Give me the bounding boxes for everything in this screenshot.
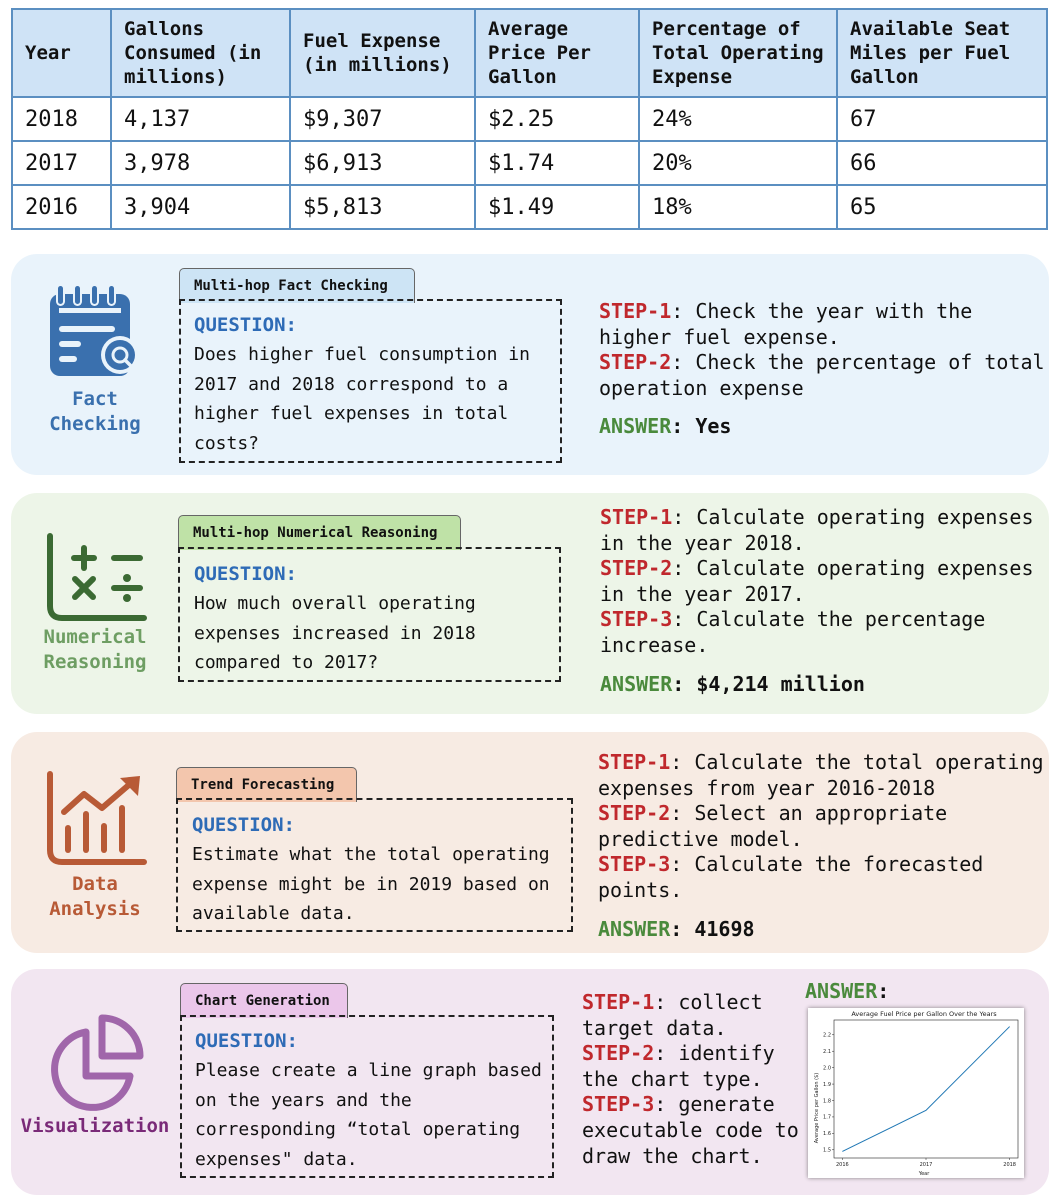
- question-box: [179, 299, 562, 463]
- step-text: : Calculate the forecasted: [670, 852, 984, 877]
- step-line: the chart type.: [582, 1066, 763, 1091]
- table-cell: 20%: [639, 141, 837, 185]
- question-line: compared to 2017?: [194, 652, 379, 673]
- step-line: in the year 2017.: [600, 581, 805, 606]
- step-label: STEP-2: [599, 350, 672, 375]
- answer-value: :: [877, 979, 890, 1003]
- step-label: STEP-3: [582, 1092, 655, 1117]
- table-cell: 2018: [12, 97, 111, 141]
- y-tick-label: 1.8: [823, 1098, 831, 1105]
- answer: [598, 917, 755, 941]
- y-tick-label: 2.0: [823, 1065, 831, 1072]
- label-line: Reasoning: [43, 651, 147, 673]
- chart-axes: [834, 1020, 1018, 1158]
- table-cell: 24%: [639, 97, 837, 141]
- question-line: available data.: [192, 903, 355, 924]
- y-tick-label: 2.2: [823, 1032, 831, 1039]
- table-cell: 18%: [639, 185, 837, 229]
- step-label: STEP-1: [599, 299, 672, 323]
- step-text: : Calculate operating expenses: [672, 556, 1034, 581]
- step-label: STEP-3: [598, 852, 671, 877]
- step-label: STEP-2: [600, 556, 673, 581]
- answer-value: : Yes: [671, 414, 732, 438]
- question-line: on the years and the: [195, 1089, 412, 1111]
- step-line: target data.: [582, 1015, 727, 1040]
- step-line: [600, 556, 1033, 582]
- numerical-reasoning-tag: Multi-hop Numerical Reasoning: [178, 515, 461, 550]
- answer-chart: [808, 1008, 1024, 1178]
- data-analysis-label: [20, 872, 170, 922]
- y-tick-label: 2.1: [823, 1049, 831, 1056]
- question-line: higher fuel expenses in total: [194, 403, 509, 424]
- reasoning-steps: [600, 505, 1033, 659]
- table-cell: $9,307: [290, 97, 475, 141]
- step-line: [598, 852, 1044, 878]
- step-line: [582, 990, 799, 1016]
- answer-label: ANSWER: [805, 979, 878, 1003]
- question-line: Does higher fuel consumption in: [194, 344, 530, 365]
- question-heading: QUESTION:: [194, 314, 297, 336]
- answer-value: : 41698: [670, 917, 755, 941]
- header-average-price: Average Price Per Gallon: [475, 9, 639, 97]
- step-line: [600, 505, 1033, 531]
- y-tick-label: 1.7: [823, 1114, 831, 1121]
- table-row: [12, 185, 1047, 229]
- step-text: : identify: [654, 1041, 775, 1066]
- step-label: STEP-1: [598, 750, 671, 774]
- question-line: expense might be in 2019 based on: [192, 873, 550, 895]
- step-text: : Check the percentage of total: [671, 350, 1045, 375]
- step-line: expenses from year 2016-2018: [598, 775, 936, 800]
- label-line: Visualization: [20, 1115, 170, 1137]
- visualization-label: [20, 1114, 170, 1139]
- answer-value: : $4,214 million: [672, 672, 865, 696]
- chart-generation-tag: Chart Generation: [180, 983, 348, 1018]
- answer: [599, 414, 731, 438]
- question-box: [178, 547, 561, 682]
- question-line: expenses increased in 2018: [194, 622, 476, 644]
- step-line: higher fuel expense.: [599, 324, 840, 349]
- step-label: STEP-2: [598, 801, 671, 826]
- step-line: increase.: [600, 632, 709, 657]
- y-tick-label: 1.6: [823, 1131, 831, 1138]
- step-line: [582, 1092, 799, 1118]
- step-text: : Calculate the percentage: [672, 607, 986, 632]
- step-label: STEP-1: [600, 505, 673, 529]
- header-seat-miles: Available Seat Miles per Fuel Gallon: [837, 9, 1047, 97]
- step-line: [599, 350, 1045, 376]
- table-row: [12, 141, 1047, 185]
- answer: [805, 979, 889, 1003]
- reasoning-steps: [598, 750, 1044, 904]
- question-line: 2017 and 2018 correspond to a: [194, 373, 509, 395]
- step-label: STEP-1: [582, 990, 655, 1014]
- step-label: STEP-3: [600, 607, 673, 632]
- step-text: : Calculate operating expenses: [672, 505, 1034, 529]
- table-cell: 3,978: [111, 141, 290, 185]
- step-text: : Check the year with the: [671, 299, 973, 323]
- header-gallons-consumed: Gallons Consumed (in millions): [111, 9, 290, 97]
- table-cell: 67: [837, 97, 1047, 141]
- question-heading: QUESTION:: [194, 563, 297, 585]
- question-line: costs?: [194, 432, 260, 454]
- table-cell: 65: [837, 185, 1047, 229]
- answer-label: ANSWER: [600, 672, 673, 696]
- table-cell: 4,137: [111, 97, 290, 141]
- table-cell: 2016: [12, 185, 111, 229]
- step-line: in the year 2018.: [600, 530, 805, 555]
- step-line: draw the chart.: [582, 1143, 763, 1168]
- question-heading: QUESTION:: [195, 1030, 298, 1052]
- question-line: Please create a line graph based: [195, 1060, 542, 1081]
- series-line: [842, 1027, 1009, 1152]
- table-cell: 3,904: [111, 185, 290, 229]
- numerical-reasoning-label: [20, 625, 170, 675]
- question-line: How much overall operating: [194, 593, 476, 614]
- step-line: points.: [598, 877, 683, 902]
- x-tick-label: 2018: [1003, 1162, 1017, 1168]
- table-row: [12, 97, 1047, 141]
- label-line: Data: [72, 873, 118, 895]
- table-cell: 2017: [12, 141, 111, 185]
- step-line: predictive model.: [598, 826, 803, 851]
- math-operators-icon: [44, 532, 148, 622]
- trend-chart-icon: [44, 770, 148, 868]
- step-line: [600, 607, 1033, 633]
- question-line: Estimate what the total operating: [192, 844, 550, 865]
- step-line: [598, 801, 1044, 827]
- step-text: : generate: [654, 1092, 775, 1117]
- step-line: [599, 299, 1045, 325]
- label-line: Numerical: [43, 626, 147, 648]
- question-line: expenses" data.: [195, 1148, 358, 1170]
- step-line: operation expense: [599, 375, 804, 400]
- chart-xlabel: Year: [918, 1171, 930, 1177]
- table-cell: $1.49: [475, 185, 639, 229]
- answer: [600, 672, 865, 696]
- question-box: [176, 798, 573, 932]
- table-cell: $2.25: [475, 97, 639, 141]
- fuel-data-table: [11, 8, 1048, 230]
- table-cell: $5,813: [290, 185, 475, 229]
- step-line: executable code to: [582, 1117, 799, 1142]
- chart-ylabel: Average Price per Gallon ($): [814, 1072, 820, 1144]
- reasoning-steps: [582, 990, 799, 1169]
- step-line: [598, 750, 1044, 776]
- table-cell: 66: [837, 141, 1047, 185]
- header-fuel-expense: Fuel Expense (in millions): [290, 9, 475, 97]
- trend-forecasting-tag: Trend Forecasting: [176, 767, 357, 802]
- step-text: : collect: [654, 990, 763, 1014]
- line-chart: [808, 1008, 1024, 1178]
- label-line: Fact: [72, 388, 118, 410]
- y-tick-label: 1.9: [823, 1081, 831, 1088]
- question-box: [180, 1015, 554, 1178]
- step-label: STEP-2: [582, 1041, 655, 1066]
- header-percentage-operating-expense: Percentage of Total Operating Expense: [639, 9, 837, 97]
- fact-checking-tag: Multi-hop Fact Checking: [179, 268, 415, 303]
- answer-label: ANSWER: [598, 917, 671, 941]
- fact-checking-label: [20, 387, 170, 437]
- pie-chart-icon: [46, 1012, 146, 1112]
- table-header-row: [12, 9, 1047, 97]
- question-line: corresponding “total operating: [195, 1119, 521, 1140]
- step-text: : Select an appropriate: [670, 801, 948, 826]
- table-cell: $1.74: [475, 141, 639, 185]
- x-tick-label: 2016: [835, 1162, 849, 1168]
- label-line: Checking: [49, 413, 141, 435]
- step-line: [582, 1041, 799, 1067]
- label-line: Analysis: [49, 898, 141, 920]
- answer-label: ANSWER: [599, 414, 672, 438]
- step-text: : Calculate the total operating: [670, 750, 1044, 774]
- chart-title: Average Fuel Price per Gallon Over the Years: [851, 1010, 997, 1018]
- calendar-search-icon: [46, 280, 146, 380]
- table-cell: $6,913: [290, 141, 475, 185]
- x-tick-label: 2017: [919, 1162, 933, 1168]
- question-heading: QUESTION:: [192, 814, 295, 836]
- header-year: Year: [12, 9, 111, 97]
- reasoning-steps: [599, 299, 1045, 401]
- y-tick-label: 1.5: [823, 1147, 831, 1154]
